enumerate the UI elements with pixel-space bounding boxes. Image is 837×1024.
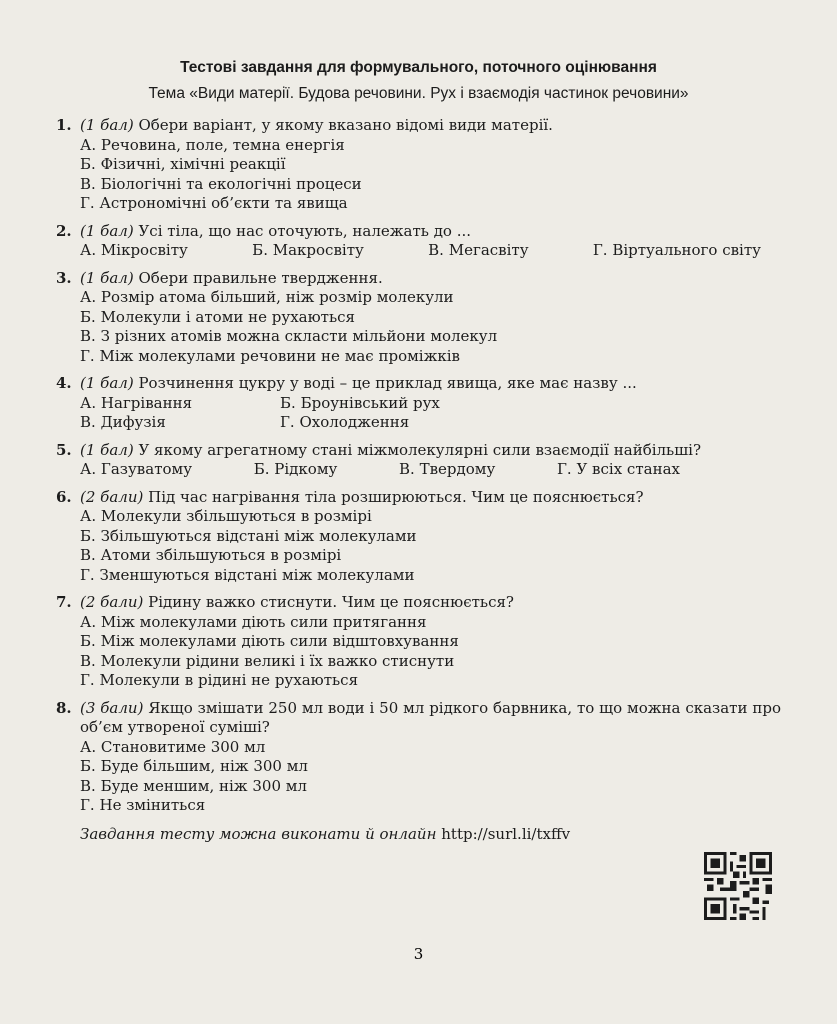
- question-number: 2.: [56, 221, 72, 240]
- question-3: [56, 269, 781, 367]
- question-list: [56, 116, 781, 816]
- question-points: (2 бали): [80, 593, 144, 611]
- online-url[interactable]: http://surl.li/txffv: [441, 824, 571, 843]
- question-text: Під час нагрівання тіла розширюються. Чим це пояснюється?: [148, 487, 644, 506]
- question-number: 3.: [56, 268, 72, 287]
- option-a: А. Газуватому: [80, 460, 193, 478]
- online-text: Завдання тесту можна виконати й онлайн: [80, 824, 437, 843]
- option-a: А. Становитиме 300 мл: [80, 737, 266, 756]
- option-a: А. Між молекулами діють сили притягання: [80, 612, 427, 631]
- question-text: Обери варіант, у якому вказано відомі види матерії.: [138, 116, 553, 134]
- option-a: А. Молекули збільшуються в розмірі: [80, 507, 372, 525]
- option-g: Г. Зменшуються відстані між молекулами: [80, 565, 415, 584]
- option-v: В. Молекули рідини великі і їх важко стиснути: [80, 651, 455, 670]
- option-a: А. Нагрівання: [80, 393, 193, 412]
- page-header: [56, 58, 781, 104]
- option-v: В. Дифузія: [80, 413, 166, 431]
- question-7: [56, 593, 781, 691]
- option-v: В. Мегасвіту: [428, 241, 529, 259]
- question-text-line: [80, 699, 781, 738]
- qr-code-icon: [703, 852, 773, 920]
- option-g: Г. У всіх станах: [556, 460, 680, 478]
- question-points: (1 бал): [80, 116, 134, 134]
- option-b: Б. Броунівський рух: [280, 393, 440, 412]
- question-4: [56, 374, 781, 433]
- option-a: А. Речовина, поле, темна енергія: [80, 135, 345, 154]
- options-list: [80, 288, 781, 366]
- options-list: [80, 136, 781, 214]
- options-list: [80, 613, 781, 691]
- question-text: Якщо змішати 250 мл води і 50 мл рідкого барвника, то що можна сказати про об’єм утвореної суміші?: [80, 698, 781, 736]
- question-points: (1 бал): [80, 268, 134, 287]
- question-1: [56, 116, 781, 214]
- page-title: Тестові завдання для формувального, поточного оцінювання: [180, 59, 657, 76]
- option-a: А. Мікросвіту: [80, 241, 188, 259]
- option-g: Г. Не зміниться: [80, 796, 206, 814]
- options-list: [80, 507, 781, 585]
- question-text: Обери правильне твердження.: [138, 268, 383, 287]
- question-text-line: [80, 222, 781, 242]
- option-g: Г. Астрономічні об’єкти та явища: [80, 194, 348, 212]
- option-v: В. Буде меншим, ніж 300 мл: [80, 776, 307, 795]
- option-g: Г. Віртуального світу: [592, 241, 761, 259]
- option-a: А. Розмір атома більший, ніж розмір молекули: [80, 288, 454, 306]
- option-b: Б. Фізичні, хімічні реакції: [80, 155, 286, 173]
- question-points: (2 бали): [80, 487, 144, 506]
- option-v: В. Твердому: [399, 460, 496, 478]
- question-number: 6.: [56, 487, 72, 506]
- question-text-line: [80, 269, 781, 289]
- question-text: Рідину важко стиснути. Чим це пояснюється?: [148, 593, 514, 611]
- question-text-line: [80, 593, 781, 613]
- question-text-line: [80, 488, 781, 508]
- online-test-note: [56, 824, 781, 844]
- option-v: В. З різних атомів можна скласти мільйони молекул: [80, 327, 498, 345]
- question-text-line: [80, 441, 781, 461]
- question-8: [56, 699, 781, 816]
- option-b: Б. Між молекулами діють сили відштовхування: [80, 632, 459, 650]
- page-number: 3: [413, 945, 424, 963]
- topic-line: Тема «Види матерії. Будова речовини. Рух і взаємодія частинок речовини»: [148, 85, 689, 102]
- question-number: 4.: [56, 374, 72, 392]
- question-points: (1 бал): [80, 221, 134, 240]
- option-g: Г. Між молекулами речовини не має проміжків: [80, 346, 460, 365]
- question-number: 5.: [56, 440, 72, 459]
- question-text-line: [80, 116, 781, 136]
- option-g: Г. Молекули в рідині не рухаються: [80, 671, 359, 689]
- option-b: Б. Буде більшим, ніж 300 мл: [80, 757, 308, 775]
- question-number: 1.: [56, 116, 72, 134]
- question-points: (3 бали): [80, 698, 144, 717]
- options-row: [80, 241, 761, 261]
- option-b: Б. Збільшуються відстані між молекулами: [80, 526, 417, 545]
- question-number: 8.: [56, 698, 72, 717]
- question-6: [56, 488, 781, 586]
- question-5: [56, 441, 781, 480]
- option-b: Б. Молекули і атоми не рухаються: [80, 307, 355, 326]
- question-2: [56, 222, 781, 261]
- option-g: Г. Охолодження: [280, 413, 410, 431]
- option-v: В. Біологічні та екологічні процеси: [80, 174, 362, 193]
- options-grid: [80, 394, 781, 433]
- question-points: (1 бал): [80, 374, 134, 392]
- question-text: Усі тіла, що нас оточують, належать до ...: [138, 221, 472, 240]
- options-list: [80, 738, 781, 816]
- options-row: [80, 460, 680, 480]
- question-text: У якому агрегатному стані міжмолекулярні сили взаємодії найбільші?: [138, 440, 701, 459]
- question-number: 7.: [56, 593, 72, 611]
- option-b: Б. Макросвіту: [252, 241, 364, 259]
- question-points: (1 бал): [80, 440, 134, 459]
- option-v: В. Атоми збільшуються в розмірі: [80, 546, 342, 564]
- option-b: Б. Рідкому: [253, 460, 338, 478]
- question-text: Розчинення цукру у воді – це приклад явища, яке має назву ...: [138, 374, 637, 392]
- question-text-line: [80, 374, 781, 394]
